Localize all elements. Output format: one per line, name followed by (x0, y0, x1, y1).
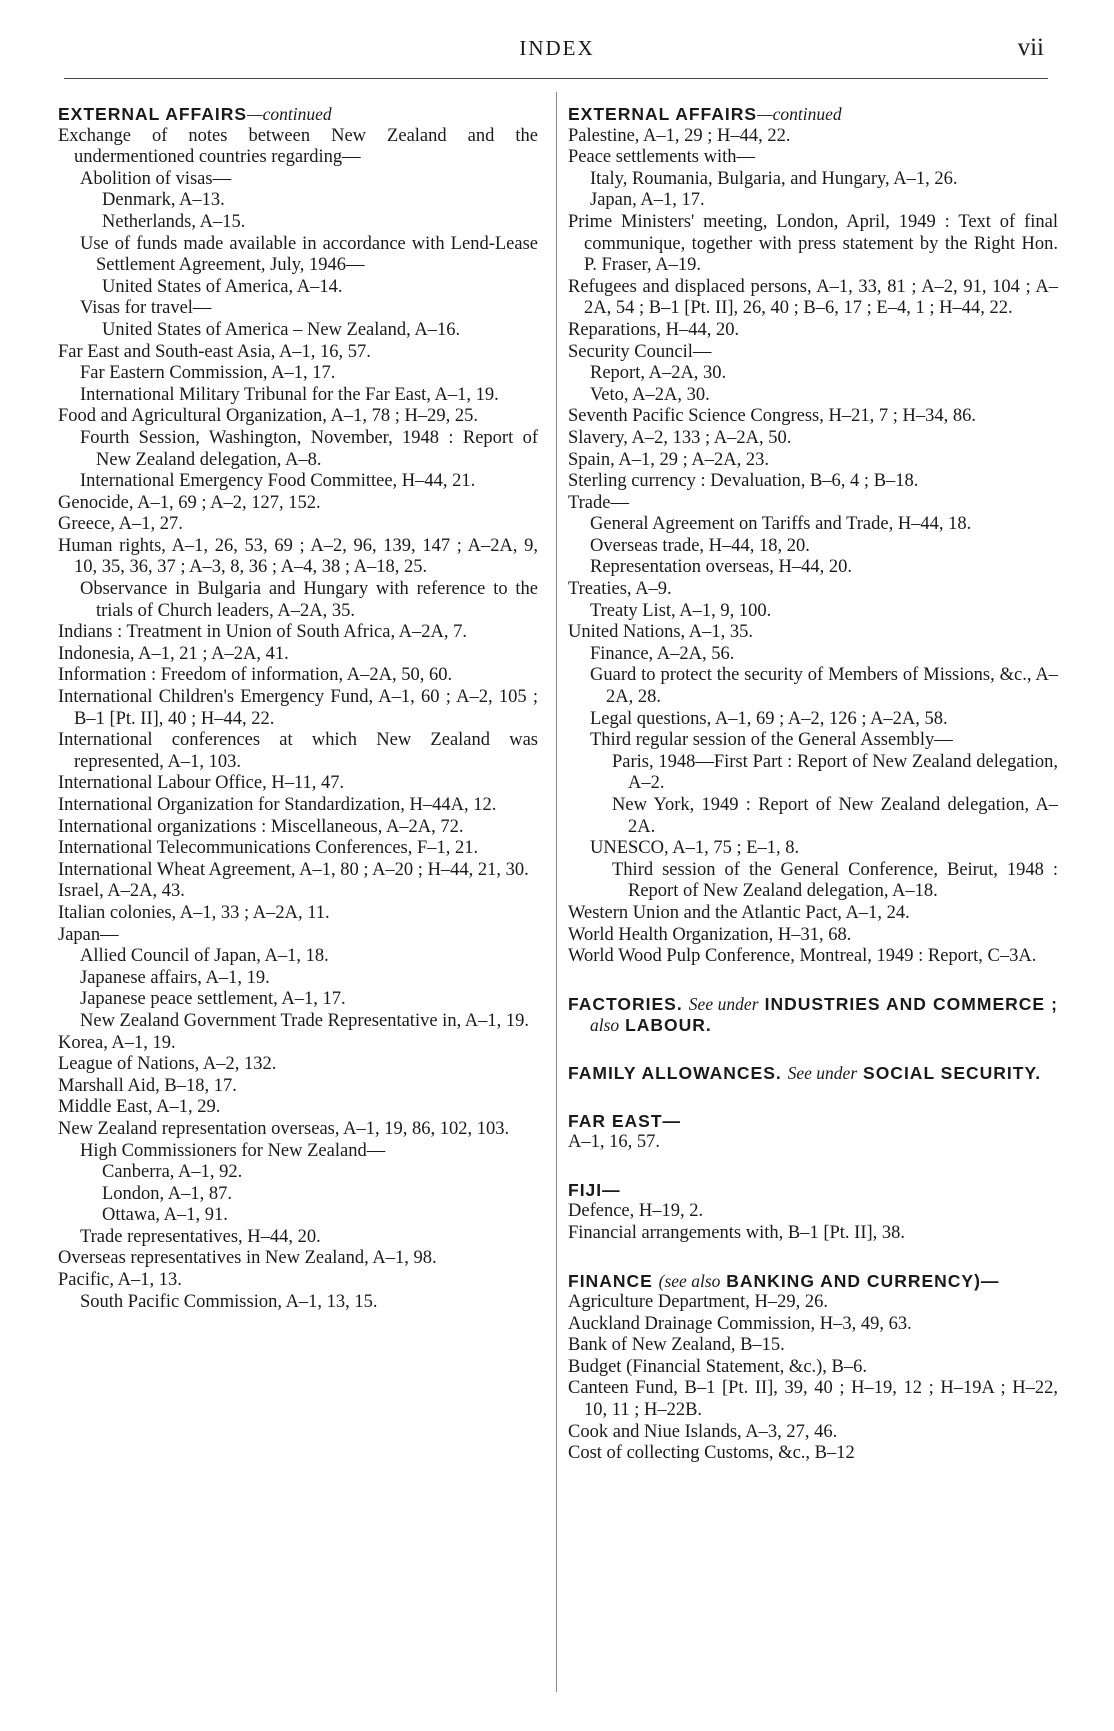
index-entry: International Military Tribunal for the Far East, A–1, 19. (80, 384, 499, 405)
section-heading-family-allowances: FAMILY ALLOWANCES. See under SOCIAL SECURITY. (568, 1062, 1042, 1083)
entry-list (568, 1132, 1058, 1154)
index-entry: Financial arrangements with, B–1 [Pt. II], 38. (568, 1222, 906, 1243)
index-entry: Indonesia, A–1, 21 ; A–2A, 41. (58, 643, 289, 664)
entry-list (568, 126, 1058, 968)
index-entry: International Wheat Agreement, A–1, 80 ; A–20 ; H–44, 21, 30. (58, 859, 529, 880)
index-entry: Security Council— (568, 341, 712, 362)
index-entry: Far Eastern Commission, A–1, 17. (80, 363, 336, 384)
index-entry: Spain, A–1, 29 ; A–2A, 23. (568, 449, 769, 470)
index-entry: Observance in Bulgaria and Hungary with reference to the trials of Church leaders, A–2A, 35. (80, 579, 538, 621)
index-entry: Canberra, A–1, 92. (102, 1162, 243, 1183)
index-entry: Refugees and displaced persons, A–1, 33, 81 ; A–2, 91, 104 ; A–2A, 54 ; B–1 [Pt. II], 26, 40 ; B–6, 17 ; E–4, 1 ; H–44, 22. (568, 276, 1058, 319)
index-entry: Human rights, A–1, 26, 53, 69 ; A–2, 96, 139, 147 ; A–2A, 9, 10, 35, 36, 37 ; A–3, 8, 36 ; A–4, 38 ; A–18, 25. (58, 535, 538, 578)
index-entry: Overseas representatives in New Zealand, A–1, 98. (58, 1248, 437, 1269)
section-heading-factories: FACTORIES. See under INDUSTRIES AND COMMERCE ; also LABOUR. (568, 993, 1058, 1036)
page-header (0, 36, 1114, 70)
index-entry: Palestine, A–1, 29 ; H–44, 22. (568, 125, 791, 146)
index-entry: Fourth Session, Washington, November, 1948 : Report of New Zealand delegation, A–8. (80, 427, 538, 470)
index-entry: Far East and South-east Asia, A–1, 16, 57. (58, 341, 371, 362)
index-entry: New York, 1949 : Report of New Zealand delegation, A–2A. (612, 795, 1058, 837)
index-entry: Trade representatives, H–44, 20. (80, 1226, 321, 1247)
section-heading-external-affairs: EXTERNAL AFFAIRS—continued (58, 104, 332, 124)
index-entry: Abolition of visas— (80, 168, 232, 189)
index-entry: Treaties, A–9. (568, 579, 672, 600)
index-entry: World Health Organization, H–31, 68. (568, 924, 852, 945)
index-entry: Finance, A–2A, 56. (590, 643, 735, 664)
index-entry: International Children's Emergency Fund, A–1, 60 ; A–2, 105 ; B–1 [Pt. II], 40 ; H–44, 22. (58, 687, 538, 729)
index-entry: Information : Freedom of information, A–2A, 50, 60. (58, 665, 453, 686)
index-entry: Middle East, A–1, 29. (58, 1097, 221, 1118)
index-entry: Allied Council of Japan, A–1, 18. (80, 946, 329, 967)
index-entry: Canteen Fund, B–1 [Pt. II], 39, 40 ; H–19, 12 ; H–19A ; H–22, 10, 11 ; H–22B. (568, 1378, 1058, 1421)
index-entry: International Labour Office, H–11, 47. (58, 773, 345, 794)
index-entry: Japan, A–1, 17. (590, 190, 705, 211)
index-entry: Ottawa, A–1, 91. (102, 1205, 228, 1226)
section-heading-external-affairs: EXTERNAL AFFAIRS—continued (568, 104, 842, 124)
index-entry: Prime Ministers' meeting, London, April, 1949 : Text of final communique, together with press statement by the Right Hon. P. Fraser, A–19. (568, 211, 1058, 276)
entry-list (58, 126, 538, 1314)
index-entry: Reparations, H–44, 20. (568, 319, 740, 340)
index-entry: Use of funds made available in accordance with Lend-Lease Settlement Agreement, July, 1946— (80, 233, 538, 276)
section-heading-finance: FINANCE (see also BANKING AND CURRENCY)— (568, 1270, 1000, 1291)
index-entry: South Pacific Commission, A–1, 13, 15. (80, 1291, 378, 1312)
entry-list (568, 1292, 1058, 1465)
index-entry: International organizations : Miscellaneous, A–2A, 72. (58, 816, 464, 837)
index-entry: Denmark, A–13. (102, 190, 225, 211)
index-entry: United Nations, A–1, 35. (568, 622, 753, 643)
index-entry: Marshall Aid, B–18, 17. (58, 1075, 237, 1096)
index-entry: Western Union and the Atlantic Pact, A–1, 24. (568, 902, 910, 923)
index-entry: Treaty List, A–1, 9, 100. (590, 600, 772, 621)
index-entry: Food and Agricultural Organization, A–1, 78 ; H–29, 25. (58, 406, 478, 427)
index-entry: Italy, Roumania, Bulgaria, and Hungary, A–1, 26. (590, 168, 958, 189)
index-entry: High Commissioners for New Zealand— (80, 1140, 386, 1161)
index-entry: General Agreement on Tariffs and Trade, H–44, 18. (590, 514, 972, 535)
index-entry: Italian colonies, A–1, 33 ; A–2A, 11. (58, 902, 330, 923)
index-entry: Overseas trade, H–44, 18, 20. (590, 535, 810, 556)
index-entry: London, A–1, 87. (102, 1183, 233, 1204)
index-entry: Sterling currency : Devaluation, B–6, 4 ; B–18. (568, 471, 919, 492)
index-entry: Visas for travel— (80, 298, 212, 319)
page-number: vii (1017, 34, 1044, 61)
index-entry: Greece, A–1, 27. (58, 514, 183, 535)
index-entry: International Organization for Standardization, H–44A, 12. (58, 795, 497, 815)
index-entry: Third regular session of the General Assembly— (590, 730, 953, 751)
index-entry: Peace settlements with— (568, 147, 756, 168)
index-entry: Cook and Niue Islands, A–3, 27, 46. (568, 1421, 838, 1442)
index-entry: Agriculture Department, H–29, 26. (568, 1292, 828, 1313)
index-entry: Bank of New Zealand, B–15. (568, 1335, 785, 1356)
index-entry: League of Nations, A–2, 132. (58, 1054, 277, 1075)
index-entry: Veto, A–2A, 30. (590, 384, 710, 405)
index-entry: Pacific, A–1, 13. (58, 1270, 182, 1291)
header-rule (64, 78, 1048, 79)
index-entry: Third session of the General Conference, Beirut, 1948 : Report of New Zealand delegation, A–18. (612, 859, 1058, 902)
index-entry: Japanese peace settlement, A–1, 17. (80, 989, 346, 1010)
index-entry: Defence, H–19, 2. (568, 1201, 704, 1222)
right-column (568, 104, 1058, 1465)
left-column (58, 104, 538, 1313)
index-entry: International conferences at which New Zealand was represented, A–1, 103. (58, 730, 538, 772)
index-entry: Report, A–2A, 30. (590, 363, 727, 384)
column-divider (556, 92, 557, 1692)
index-entry: Israel, A–2A, 43. (58, 881, 185, 902)
index-entry: Cost of collecting Customs, &c., B–12 (568, 1443, 855, 1464)
index-entry: United States of America – New Zealand, A–16. (102, 319, 461, 340)
index-entry: Indians : Treatment in Union of South Africa, A–2A, 7. (58, 622, 468, 643)
entry-list (568, 1201, 1058, 1244)
index-entry: Auckland Drainage Commission, H–3, 49, 63. (568, 1313, 912, 1334)
page-title: INDEX (519, 36, 595, 60)
index-entry: Netherlands, A–15. (102, 211, 246, 232)
index-entry: Budget (Financial Statement, &c.), B–6. (568, 1356, 868, 1377)
index-entry: International Telecommunications Conferences, F–1, 21. (58, 838, 479, 859)
index-entry: Exchange of notes between New Zealand and the undermentioned countries regarding— (58, 125, 538, 168)
section-heading-fiji: FIJI— (568, 1179, 621, 1200)
index-entry: New Zealand Government Trade Representative in, A–1, 19. (80, 1010, 530, 1031)
index-entry: Slavery, A–2, 133 ; A–2A, 50. (568, 427, 792, 448)
index-entry: Seventh Pacific Science Congress, H–21, 7 ; H–34, 86. (568, 406, 976, 427)
index-entry: New Zealand representation overseas, A–1, 19, 86, 102, 103. (58, 1118, 510, 1139)
index-entry: Japan— (58, 924, 119, 945)
index-entry: UNESCO, A–1, 75 ; E–1, 8. (590, 838, 800, 859)
index-entry: Guard to protect the security of Members of Missions, &c., A–2A, 28. (590, 665, 1058, 708)
index-entry: World Wood Pulp Conference, Montreal, 1949 : Report, C–3A. (568, 946, 1037, 967)
index-entry: Paris, 1948—First Part : Report of New Zealand delegation, A–2. (612, 751, 1058, 794)
index-entry: Trade— (568, 492, 629, 513)
index-entry: A–1, 16, 57. (568, 1132, 660, 1153)
index-entry: United States of America, A–14. (102, 276, 343, 297)
index-entry: International Emergency Food Committee, H–44, 21. (80, 471, 476, 492)
section-heading-far-east: FAR EAST— (568, 1110, 682, 1131)
index-entry: Genocide, A–1, 69 ; A–2, 127, 152. (58, 492, 321, 513)
index-entry: Legal questions, A–1, 69 ; A–2, 126 ; A–2A, 58. (590, 708, 948, 729)
index-entry: Japanese affairs, A–1, 19. (80, 967, 270, 988)
index-entry: Representation overseas, H–44, 20. (590, 557, 853, 578)
index-entry: Korea, A–1, 19. (58, 1032, 176, 1053)
